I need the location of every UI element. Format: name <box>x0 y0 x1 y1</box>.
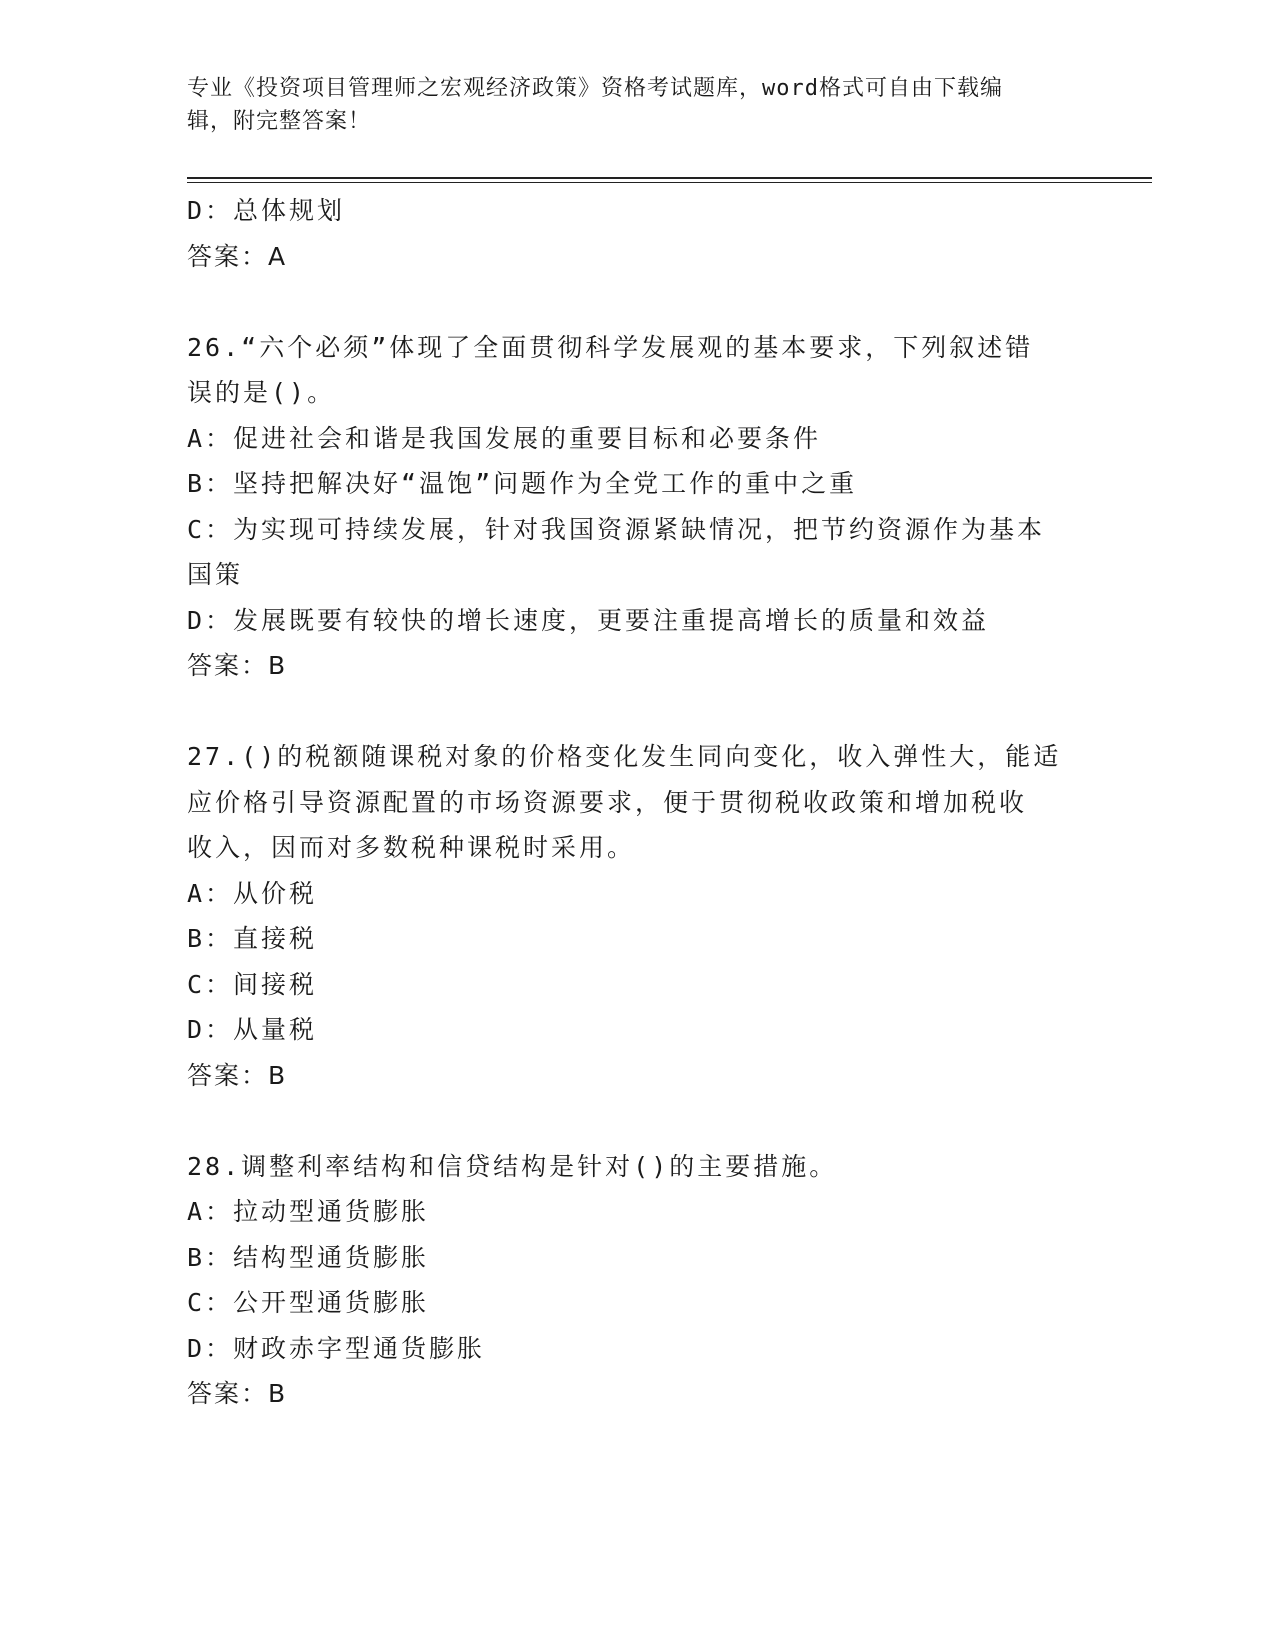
previous-question-tail <box>187 188 1087 279</box>
question-stem: 收入，因而对多数税种课税时采用。 <box>187 833 636 862</box>
question-28 <box>187 1144 1087 1417</box>
option-a: A：促进社会和谐是我国发展的重要目标和必要条件 <box>187 423 822 453</box>
option-d: D：总体规划 <box>187 196 346 225</box>
question-26 <box>187 325 1087 689</box>
answer-line: 答案：B <box>187 1060 288 1090</box>
option-d: D：财政赤字型通货膨胀 <box>187 1333 486 1363</box>
question-stem: 27.()的税额随课税对象的价格变化发生同向变化，收入弹性大，能适 <box>187 742 1062 771</box>
spacer <box>187 1098 1087 1144</box>
answer-line: 答案：A <box>187 241 288 271</box>
document-header <box>187 72 1067 138</box>
spacer <box>187 689 1087 735</box>
option-b: B：坚持把解决好“温饱”问题作为全党工作的重中之重 <box>187 469 858 498</box>
question-stem: 28.调整利率结构和信贷结构是针对()的主要措施。 <box>187 1151 838 1181</box>
option-c-continued: 国策 <box>187 560 244 589</box>
question-27 <box>187 734 1087 1098</box>
option-d: D：发展既要有较快的增长速度，更要注重提高增长的质量和效益 <box>187 605 990 635</box>
option-a: A：拉动型通货膨胀 <box>187 1197 430 1226</box>
option-c: C：为实现可持续发展，针对我国资源紧缺情况，把节约资源作为基本 <box>187 514 1046 544</box>
question-stem: 26.“六个必须”体现了全面贯彻科学发展观的基本要求，下列叙述错 <box>187 332 1034 362</box>
spacer <box>187 279 1087 325</box>
option-c: C：间接税 <box>187 969 318 999</box>
answer-line: 答案：B <box>187 651 288 680</box>
header-divider-thick <box>187 177 1152 179</box>
header-divider-thin <box>187 182 1152 183</box>
question-list <box>187 188 1087 1417</box>
option-d: D：从量税 <box>187 1015 318 1044</box>
header-line-1: 专业《投资项目管理师之宏观经济政策》资格考试题库，word格式可自由下载编 <box>187 76 1003 101</box>
question-stem: 误的是()。 <box>187 378 336 407</box>
option-c: C：公开型通货膨胀 <box>187 1288 430 1317</box>
header-line-2: 辑，附完整答案！ <box>187 109 372 134</box>
option-b: B：直接税 <box>187 924 318 953</box>
question-stem: 应价格引导资源配置的市场资源要求，便于贯彻税收政策和增加税收 <box>187 787 1028 817</box>
option-a: A：从价税 <box>187 878 318 908</box>
option-b: B：结构型通货膨胀 <box>187 1242 430 1272</box>
answer-line: 答案：B <box>187 1379 288 1408</box>
